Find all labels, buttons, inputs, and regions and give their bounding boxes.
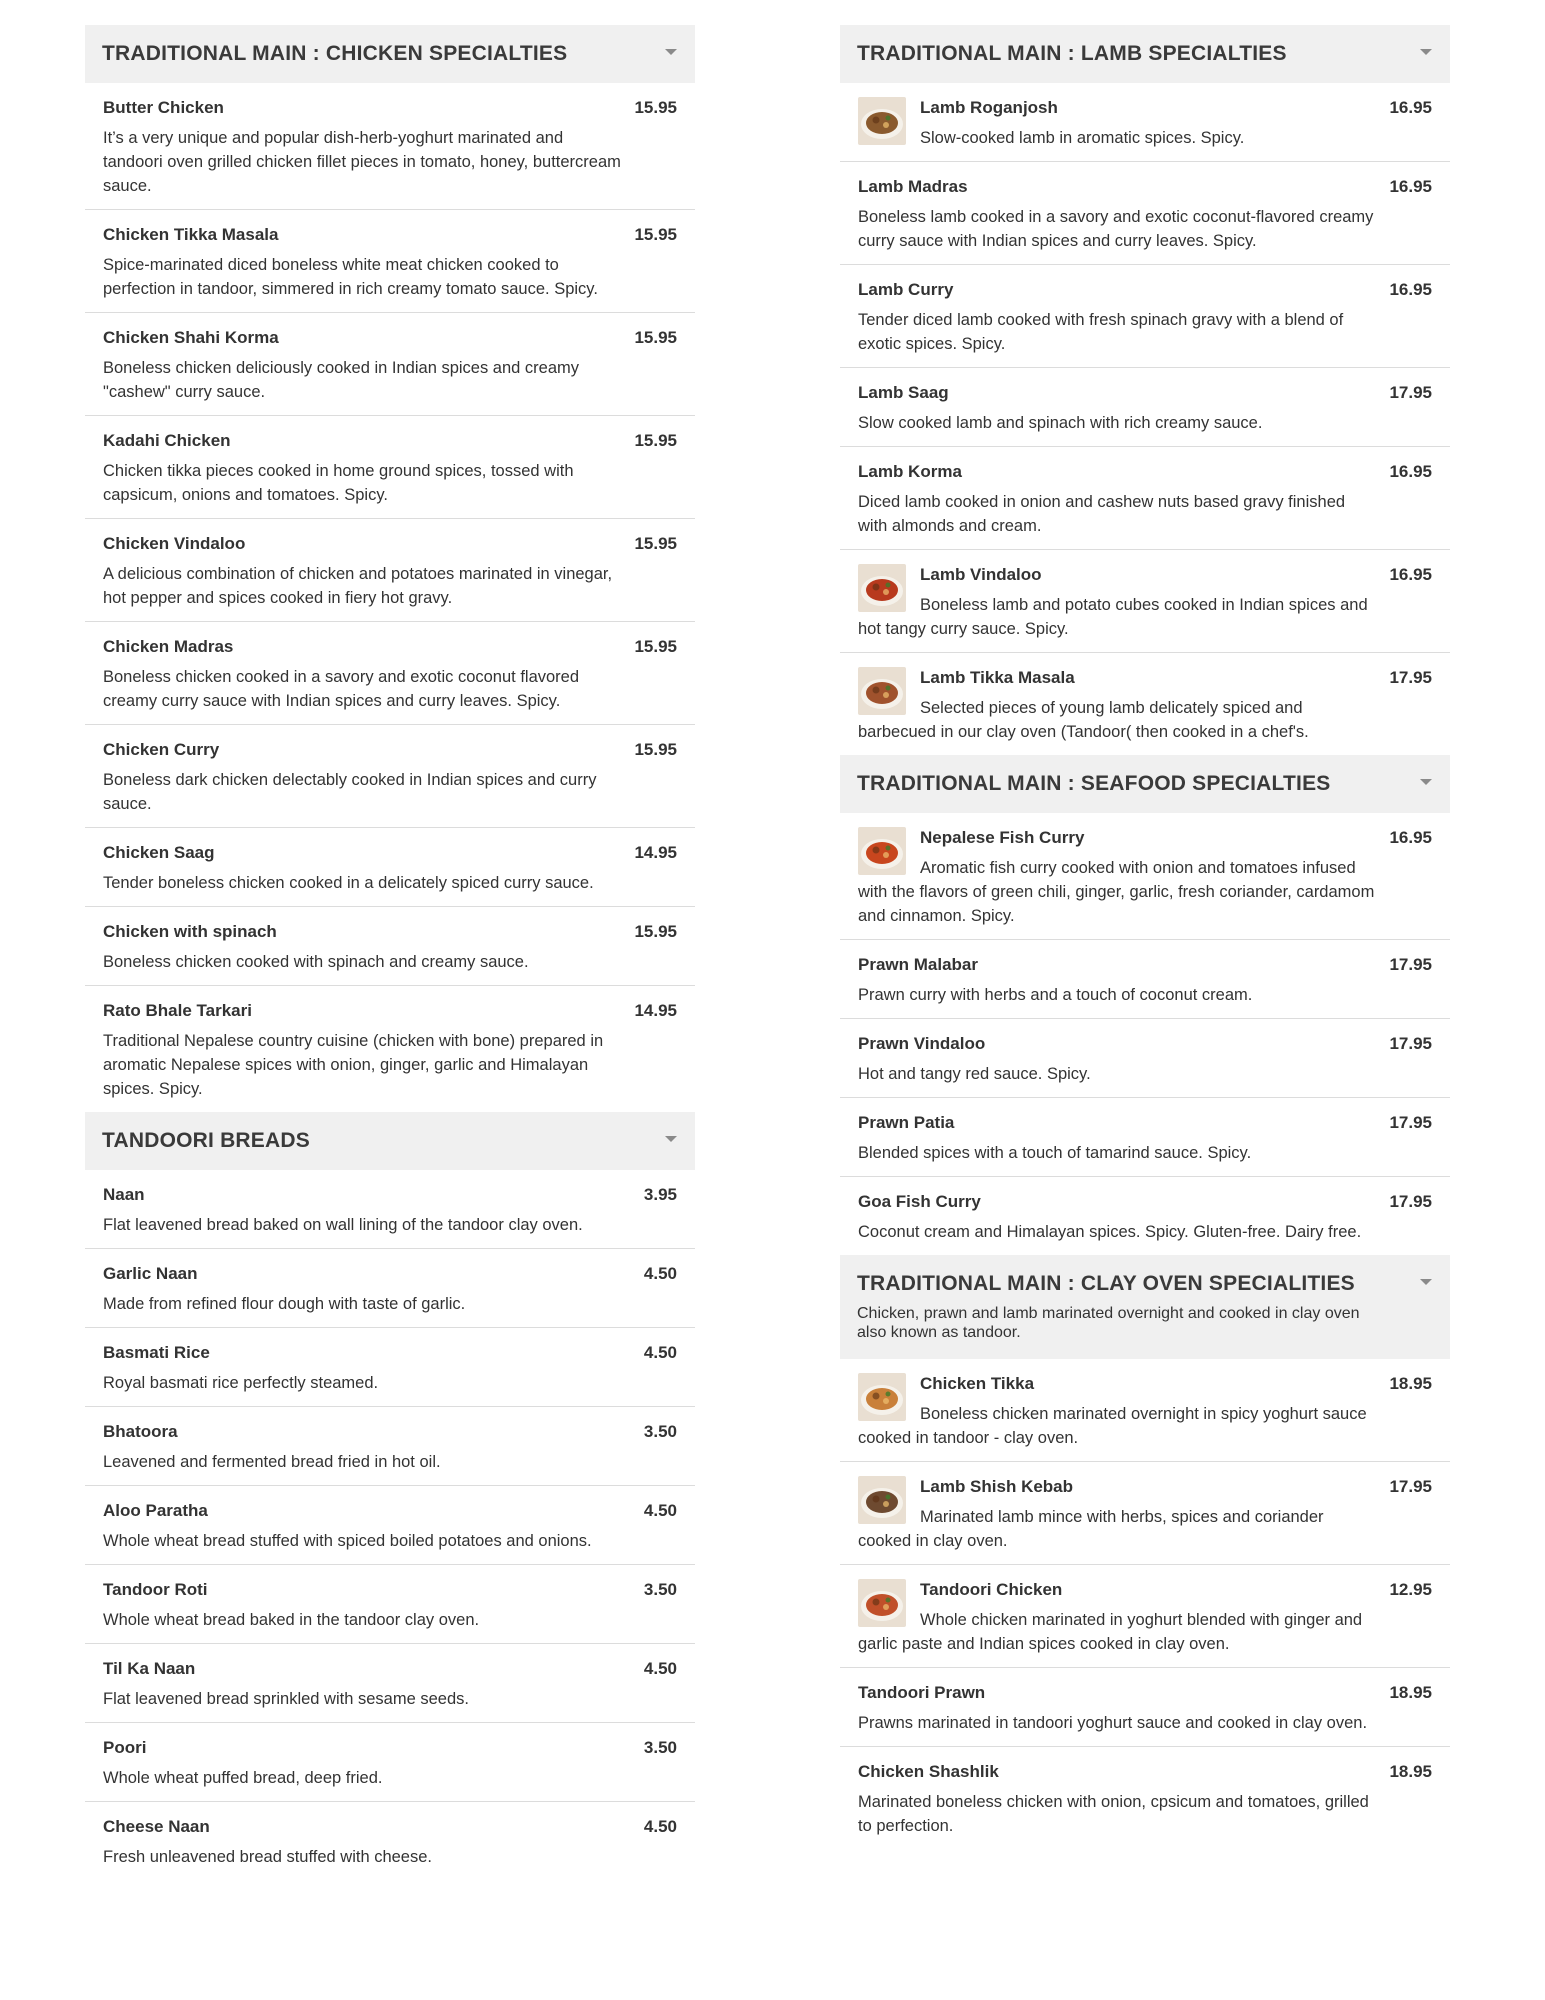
menu-item[interactable] [840, 368, 1450, 447]
menu-item[interactable] [840, 1747, 1450, 1849]
item-description: Boneless lamb cooked in a savory and exotic coconut-flavored creamy curry sauce with Indian spices and curry leaves. Spicy. [858, 208, 1374, 250]
item-name: Cheese Naan [103, 1817, 210, 1836]
item-description: Marinated boneless chicken with onion, cpsicum and tomatoes, grilled to perfection. [858, 1793, 1369, 1835]
menu-item[interactable] [840, 447, 1450, 550]
item-name: Aloo Paratha [103, 1501, 208, 1520]
menu-item[interactable] [840, 1668, 1450, 1747]
item-price: 17.95 [1389, 1034, 1432, 1053]
item-description: Prawns marinated in tandoori yoghurt sauce and cooked in clay oven. [858, 1714, 1368, 1732]
item-price: 17.95 [1389, 955, 1432, 974]
item-description: It’s a very unique and popular dish-herb-yoghurt marinated and tandoori oven grilled chicken fillet pieces in tomato, honey, buttercream sauce. [103, 129, 621, 195]
item-name: Chicken Curry [103, 740, 220, 759]
menu-item[interactable] [840, 1177, 1450, 1255]
item-description: Boneless dark chicken delectably cooked in Indian spices and curry sauce. [103, 771, 597, 813]
item-price: 4.50 [643, 1501, 677, 1520]
item-price: 15.95 [634, 740, 677, 759]
item-description: Flat leavened bread baked on wall lining of the tandoor clay oven. [103, 1216, 583, 1234]
item-name: Butter Chicken [103, 98, 224, 117]
item-description: Blended spices with a touch of tamarind sauce. Spicy. [858, 1144, 1252, 1162]
menu-item[interactable] [85, 1644, 695, 1723]
item-name: Basmati Rice [103, 1343, 210, 1362]
item-price: 3.95 [643, 1185, 677, 1204]
item-price: 16.95 [1389, 177, 1432, 196]
menu-item[interactable] [840, 265, 1450, 368]
section-title: TANDOORI BREADS [102, 1129, 310, 1152]
item-name: Poori [103, 1738, 147, 1757]
item-price: 15.95 [634, 637, 677, 656]
item-name: Lamb Tikka Masala [920, 668, 1075, 687]
item-description: Selected pieces of young lamb delicately spiced and barbecued in our clay oven (Tandoor( then cooked in a chef's. [858, 699, 1309, 741]
item-name: Chicken Vindaloo [103, 534, 246, 553]
menu-item[interactable] [840, 1019, 1450, 1098]
menu-section-traditional-main-lamb-specialties [840, 25, 1450, 755]
item-name: Tandoori Prawn [858, 1683, 986, 1702]
menu-item[interactable] [85, 1170, 695, 1249]
item-price: 16.95 [1389, 828, 1432, 847]
dish-photo [858, 667, 906, 715]
item-description: Chicken tikka pieces cooked in home ground spices, tossed with capsicum, onions and tomatoes. Spicy. [103, 462, 574, 504]
menu-item[interactable] [85, 416, 695, 519]
item-name: Nepalese Fish Curry [920, 828, 1085, 847]
menu-item[interactable] [840, 940, 1450, 1019]
item-name: Chicken Tikka [920, 1374, 1035, 1393]
item-description: Spice-marinated diced boneless white meat chicken cooked to perfection in tandoor, simmered in rich creamy tomato sauce. Spicy. [103, 256, 598, 298]
dish-photo [858, 827, 906, 875]
item-description: Fresh unleavened bread stuffed with cheese. [103, 1848, 432, 1866]
item-price: 15.95 [634, 328, 677, 347]
section-header[interactable] [840, 25, 1450, 83]
item-name: Tandoori Chicken [920, 1580, 1063, 1599]
item-name: Kadahi Chicken [103, 431, 231, 450]
item-price: 12.95 [1389, 1580, 1432, 1599]
item-description: Whole wheat puffed bread, deep fried. [103, 1769, 383, 1787]
item-name: Goa Fish Curry [858, 1192, 981, 1211]
menu-item[interactable] [85, 1407, 695, 1486]
item-price: 4.50 [643, 1343, 677, 1362]
menu-section-traditional-main-chicken-specialties [85, 25, 695, 1112]
item-price: 18.95 [1389, 1762, 1432, 1781]
menu-item[interactable] [85, 622, 695, 725]
menu-item[interactable] [85, 83, 695, 210]
item-name: Til Ka Naan [103, 1659, 196, 1678]
menu-item[interactable] [840, 813, 1450, 940]
section-header[interactable] [840, 1255, 1450, 1359]
item-description: Whole wheat bread baked in the tandoor clay oven. [103, 1611, 480, 1629]
item-price: 17.95 [1389, 668, 1432, 687]
menu-section-traditional-main-seafood-specialties [840, 755, 1450, 1255]
menu-item[interactable] [85, 1723, 695, 1802]
item-price: 17.95 [1389, 1113, 1432, 1132]
menu-item[interactable] [840, 1565, 1450, 1668]
item-description: Boneless chicken cooked with spinach and creamy sauce. [103, 953, 529, 971]
item-name: Naan [103, 1185, 145, 1204]
menu-item[interactable] [85, 907, 695, 986]
item-description: Boneless chicken cooked in a savory and exotic coconut flavored creamy curry sauce with Indian spices and curry leaves. Spicy. [103, 668, 580, 710]
item-description: Slow cooked lamb and spinach with rich creamy sauce. [858, 414, 1263, 432]
item-price: 3.50 [643, 1738, 677, 1757]
item-description: A delicious combination of chicken and potatoes marinated in vinegar, hot pepper and spices cooked in fiery hot gravy. [103, 565, 613, 607]
item-description: Tender diced lamb cooked with fresh spinach gravy with a blend of exotic spices. Spicy. [858, 311, 1344, 353]
item-price: 16.95 [1389, 565, 1432, 584]
item-price: 17.95 [1389, 1192, 1432, 1211]
item-price: 4.50 [643, 1264, 677, 1283]
item-price: 15.95 [634, 534, 677, 553]
item-name: Bhatoora [103, 1422, 178, 1441]
dish-photo [858, 564, 906, 612]
item-price: 3.50 [643, 1422, 677, 1441]
menu-item[interactable] [840, 83, 1450, 162]
menu-item[interactable] [85, 1249, 695, 1328]
menu-item[interactable] [85, 519, 695, 622]
menu-item[interactable] [840, 1098, 1450, 1177]
item-price: 15.95 [634, 922, 677, 941]
menu-item[interactable] [85, 210, 695, 313]
chevron-down-icon[interactable] [665, 1136, 677, 1142]
item-description: Royal basmati rice perfectly steamed. [103, 1374, 379, 1392]
chevron-down-icon[interactable] [665, 49, 677, 55]
item-name: Prawn Patia [858, 1113, 955, 1132]
menu-item[interactable] [85, 986, 695, 1112]
item-name: Chicken Saag [103, 843, 215, 862]
item-price: 14.95 [634, 843, 677, 862]
item-description: Boneless chicken marinated overnight in spicy yoghurt sauce cooked in tandoor - clay oven. [858, 1405, 1367, 1447]
section-header[interactable] [840, 755, 1450, 813]
item-description: Leavened and fermented bread fried in hot oil. [103, 1453, 441, 1471]
item-description: Boneless lamb and potato cubes cooked in Indian spices and hot tangy curry sauce. Spicy. [858, 596, 1368, 638]
item-price: 17.95 [1389, 1477, 1432, 1496]
dish-photo [858, 1476, 906, 1524]
menu-section-traditional-main-clay-oven-specialities [840, 1255, 1450, 1849]
item-name: Chicken Shashlik [858, 1762, 999, 1781]
section-title: TRADITIONAL MAIN : CLAY OVEN SPECIALITIES [857, 1272, 1355, 1295]
item-price: 16.95 [1389, 462, 1432, 481]
item-price: 4.50 [643, 1659, 677, 1678]
item-price: 15.95 [634, 225, 677, 244]
item-description: Aromatic fish curry cooked with onion and tomatoes infused with the flavors of green chili, ginger, garlic, fresh coriander, cardamom and cinnamon. Spicy. [858, 859, 1375, 925]
item-name: Lamb Vindaloo [920, 565, 1042, 584]
item-description: Diced lamb cooked in onion and cashew nuts based gravy finished with almonds and cream. [858, 493, 1346, 535]
item-name: Tandoor Roti [103, 1580, 208, 1599]
item-price: 16.95 [1389, 98, 1432, 117]
item-price: 4.50 [643, 1817, 677, 1836]
item-description: Coconut cream and Himalayan spices. Spicy. Gluten-free. Dairy free. [858, 1223, 1362, 1241]
item-name: Lamb Shish Kebab [920, 1477, 1074, 1496]
menu-item[interactable] [840, 162, 1450, 265]
menu-item[interactable] [840, 1462, 1450, 1565]
item-description: Traditional Nepalese country cuisine (chicken with bone) prepared in aromatic Nepalese spices with onion, ginger, garlic and Himalayan spices. Spicy. [103, 1032, 604, 1098]
item-description: Slow-cooked lamb in aromatic spices. Spicy. [920, 129, 1245, 147]
item-description: Whole chicken marinated in yoghurt blended with ginger and garlic paste and Indian spices cooked in clay oven. [858, 1611, 1363, 1653]
item-description: Tender boneless chicken cooked in a delicately spiced curry sauce. [103, 874, 594, 892]
item-name: Chicken Shahi Korma [103, 328, 279, 347]
item-price: 3.50 [643, 1580, 677, 1599]
menu-section-tandoori-breads [85, 1112, 695, 1880]
menu-column-right [840, 25, 1450, 1849]
item-price: 15.95 [634, 431, 677, 450]
item-description: Flat leavened bread sprinkled with sesame seeds. [103, 1690, 469, 1708]
dish-photo [858, 97, 906, 145]
item-price: 15.95 [634, 98, 677, 117]
menu-item[interactable] [85, 1565, 695, 1644]
chevron-down-icon[interactable] [1420, 49, 1432, 55]
chevron-down-icon[interactable] [1420, 779, 1432, 785]
item-description: Hot and tangy red sauce. Spicy. [858, 1065, 1091, 1083]
item-name: Prawn Vindaloo [858, 1034, 986, 1053]
menu-item[interactable] [85, 313, 695, 416]
menu-column-left [85, 25, 695, 1880]
item-name: Chicken Tikka Masala [103, 225, 279, 244]
item-description: Boneless chicken deliciously cooked in Indian spices and creamy "cashew" curry sauce. [103, 359, 580, 401]
item-description: Made from refined flour dough with taste of garlic. [103, 1295, 466, 1313]
item-description: Whole wheat bread stuffed with spiced boiled potatoes and onions. [103, 1532, 592, 1550]
item-name: Chicken with spinach [103, 922, 277, 941]
chevron-down-icon[interactable] [1420, 1279, 1432, 1285]
item-description: Prawn curry with herbs and a touch of coconut cream. [858, 986, 1253, 1004]
section-header[interactable] [85, 25, 695, 83]
menu-item[interactable] [85, 1802, 695, 1880]
menu-item[interactable] [840, 1359, 1450, 1462]
section-description: Chicken, prawn and lamb marinated overnight and cooked in clay oven also known as tandoor. [857, 1305, 1360, 1341]
menu-item[interactable] [85, 828, 695, 907]
item-price: 16.95 [1389, 280, 1432, 299]
menu-item[interactable] [840, 550, 1450, 653]
section-title: TRADITIONAL MAIN : SEAFOOD SPECIALTIES [857, 772, 1331, 795]
menu-item[interactable] [85, 1486, 695, 1565]
item-name: Lamb Curry [858, 280, 954, 299]
dish-photo [858, 1579, 906, 1627]
item-price: 18.95 [1389, 1374, 1432, 1393]
item-name: Garlic Naan [103, 1264, 198, 1283]
item-name: Lamb Korma [858, 462, 962, 481]
item-name: Lamb Madras [858, 177, 968, 196]
item-name: Prawn Malabar [858, 955, 978, 974]
section-title: TRADITIONAL MAIN : LAMB SPECIALTIES [857, 42, 1287, 65]
menu-item[interactable] [85, 1328, 695, 1407]
dish-photo [858, 1373, 906, 1421]
item-description: Marinated lamb mince with herbs, spices and coriander cooked in clay oven. [858, 1508, 1324, 1550]
section-header[interactable] [85, 1112, 695, 1170]
section-title: TRADITIONAL MAIN : CHICKEN SPECIALTIES [102, 42, 568, 65]
item-price: 18.95 [1389, 1683, 1432, 1702]
menu-item[interactable] [85, 725, 695, 828]
item-name: Lamb Roganjosh [920, 98, 1058, 117]
item-price: 17.95 [1389, 383, 1432, 402]
item-name: Chicken Madras [103, 637, 234, 656]
item-price: 14.95 [634, 1001, 677, 1020]
item-name: Rato Bhale Tarkari [103, 1001, 252, 1020]
item-name: Lamb Saag [858, 383, 949, 402]
menu-item[interactable] [840, 653, 1450, 755]
